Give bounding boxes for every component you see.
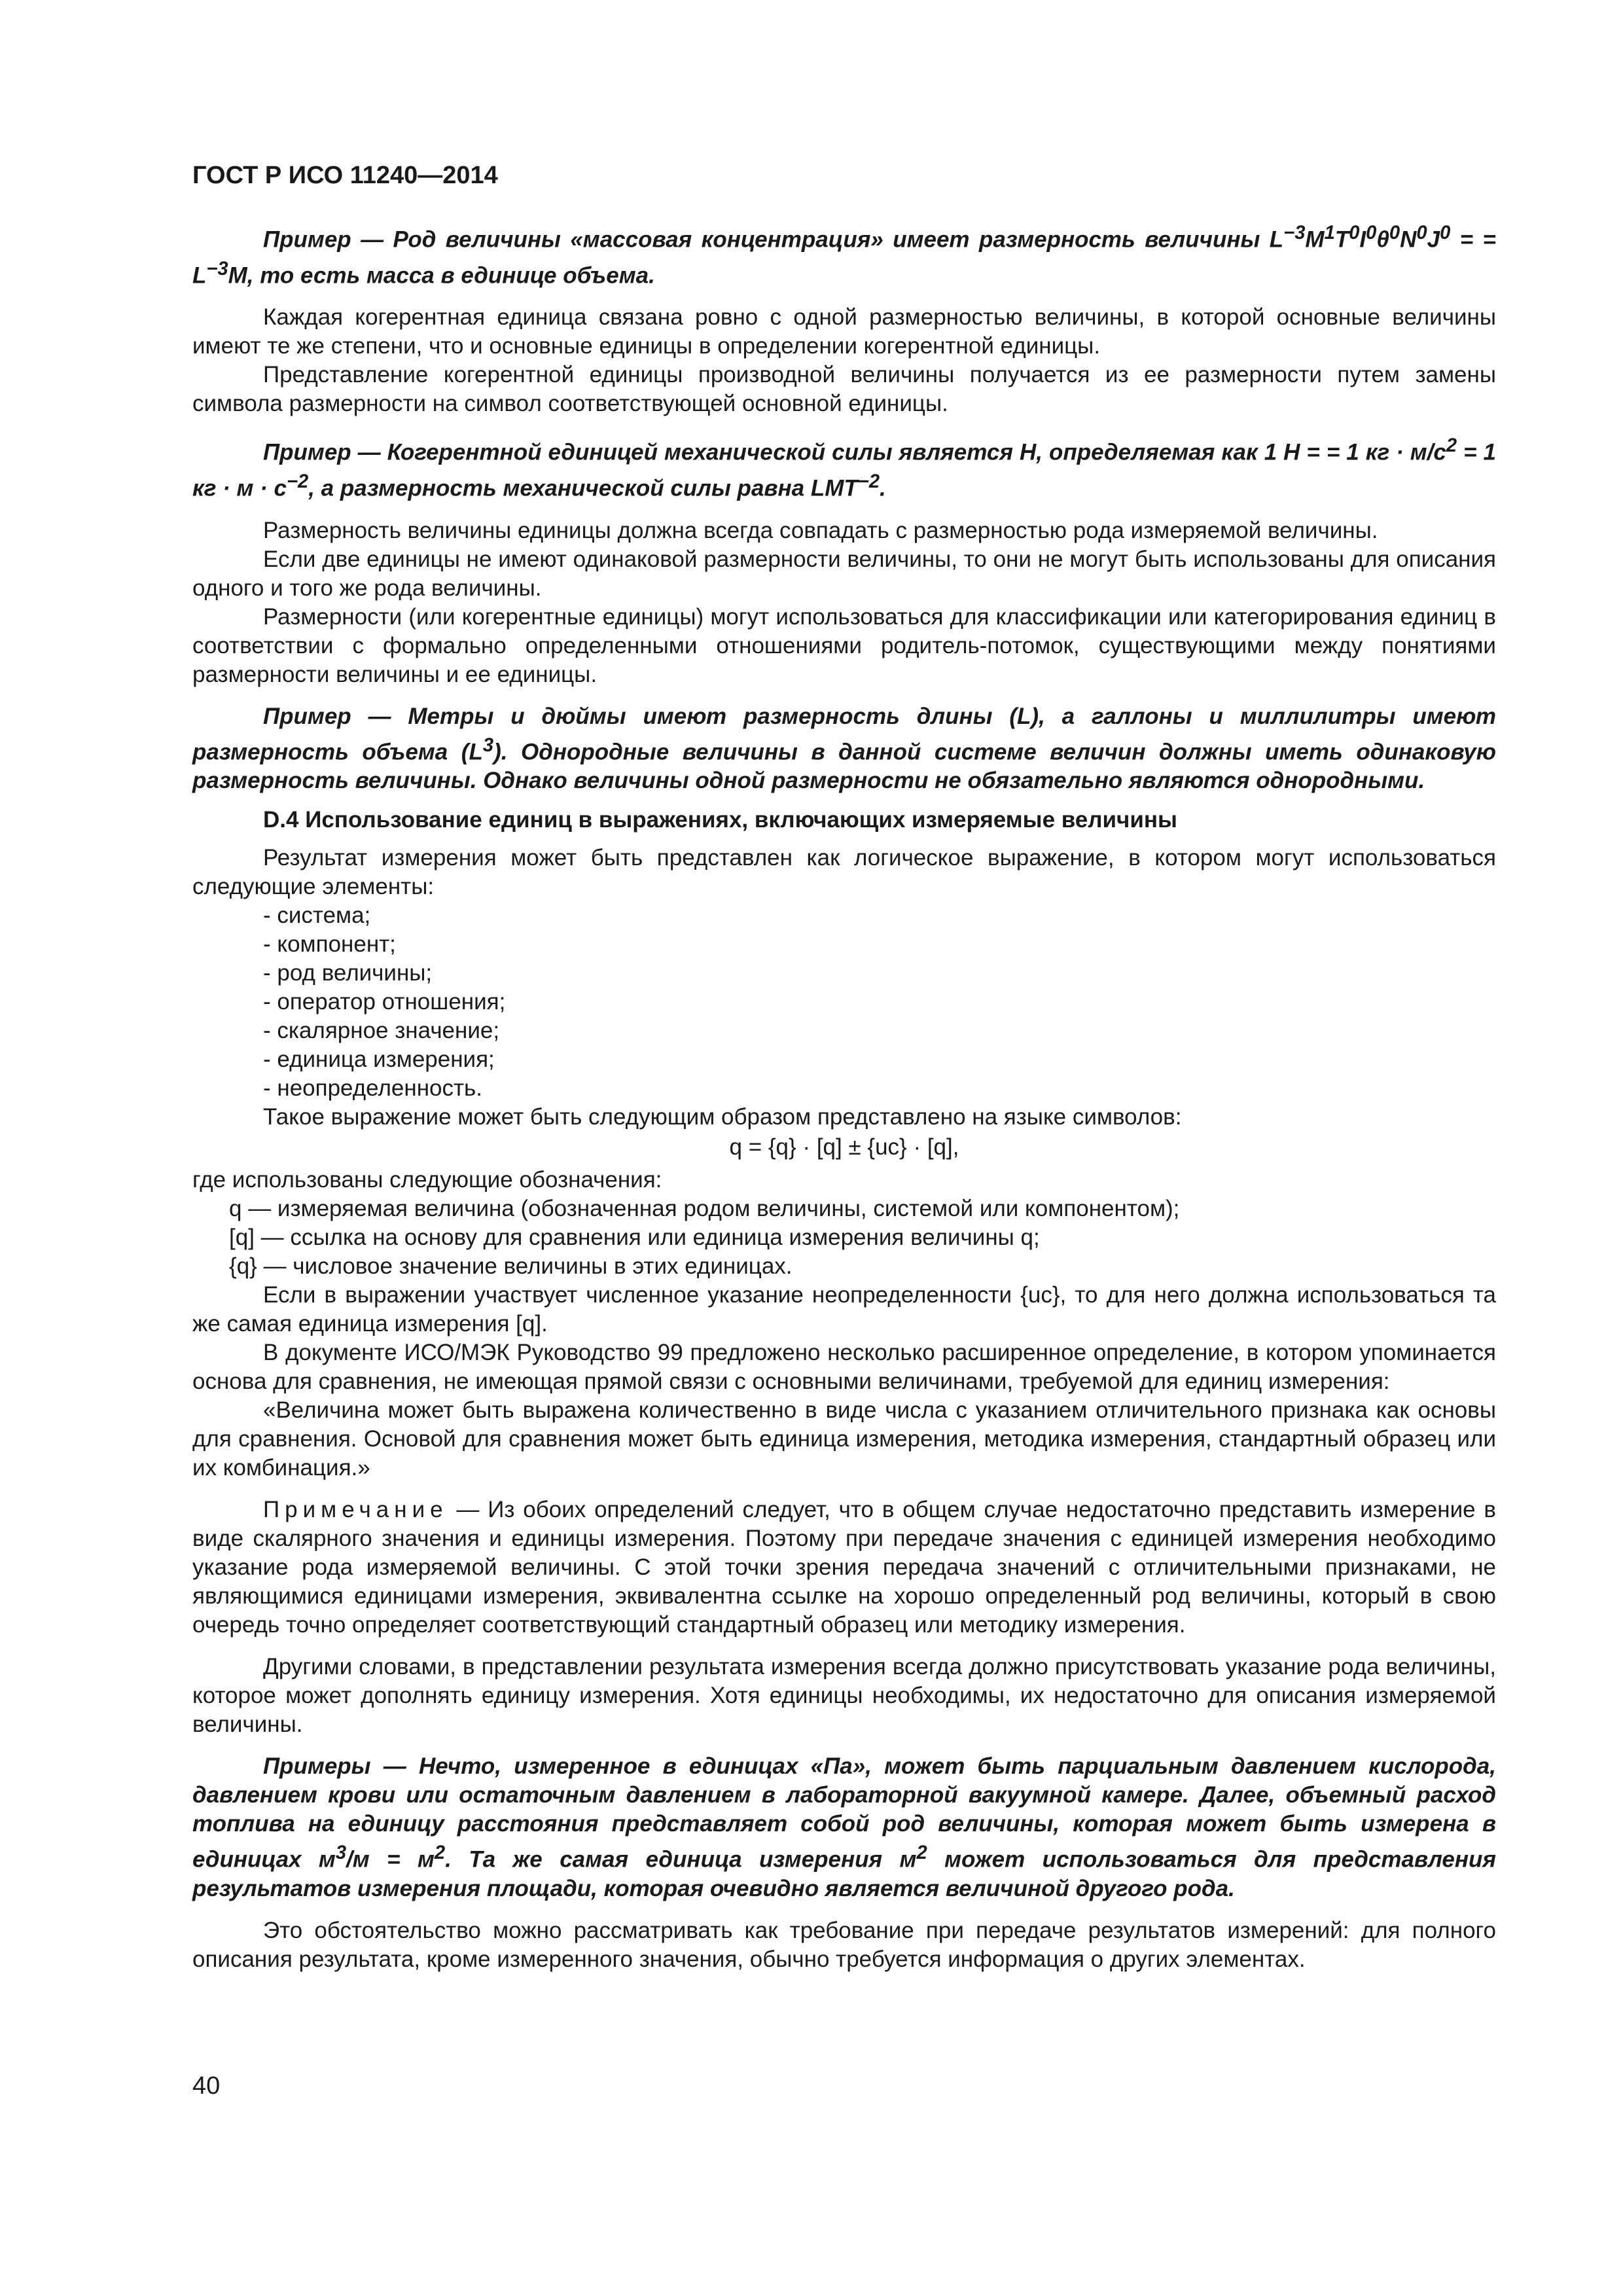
elements-list <box>192 901 1496 1103</box>
paragraph: Это обстоятельство можно рассматривать как требование при передаче результатов измерений: для полного описания результата, кроме измеренного значения, обычно требуется информация о других элементах. <box>192 1917 1496 1972</box>
example-mass-concentration: Пример — Род величины «массовая концентрация» имеет размерность величины $L^{-3}M^1T^0I^0\theta^0N^0J^0$ = = $L^{-3}M$, то есть масса в единице объема. <box>192 223 1497 289</box>
list-item: - неопределенность. <box>263 1075 482 1102</box>
paragraph: где использованы следующие обозначения: <box>192 1167 662 1193</box>
list-item: - оператор отношения; <box>263 989 506 1015</box>
page-number: 40 <box>192 2072 221 2100</box>
paragraph: Другими словами, в представлении результата измерения всегда должно присутствовать указание рода величины, которое может дополнять единицу измерения. Хотя единицы необходимы, их недостаточно для описания измеряемой величины. <box>192 1654 1496 1738</box>
document-header: ГОСТ Р ИСО 11240—2014 <box>192 162 498 189</box>
definition-item: [q] — ссылка на основу для сравнения или единица измерения величины q; <box>229 1225 1040 1251</box>
definitions-list <box>192 1194 1496 1281</box>
paragraph: Размерности (или когерентные единицы) могут использоваться для классификации или категорирования единиц в соответствии с формально определенными отношениями родитель-потомок, существующими между понятиями размерности величины и ее единицы. <box>192 603 1496 687</box>
definition-item: q — измеряемая величина (обозначенная родом величины, системой или компонентом); <box>229 1196 1180 1222</box>
section-heading-d4: D.4 Использование единиц в выражениях, включающих измеряемые величины <box>263 807 1177 833</box>
example-length-volume: Пример — Метры и дюймы имеют размерность длины (L), а галлоны и миллилитры имеют размерность объема $(L^3)$. Однородные величины в данной системе величин должны иметь одинаковую размерность величины. Однако величины одной размерности не обязательно являются однородными. <box>192 703 1496 794</box>
paragraph: Если две единицы не имеют одинаковой размерности величины, то они не могут быть использованы для описания одного и того же рода величины. <box>192 546 1496 601</box>
paragraph: Если в выражении участвует численное указание неопределенности {uc}, то для него должна использоваться та же самая единица измерения [q]. <box>192 1282 1496 1337</box>
paragraph: Представление когерентной единицы производной величины получается из ее размерности путем замены символа размерности на символ соответствующей основной единицы. <box>192 362 1496 417</box>
paragraph: В документе ИСО/МЭК Руководство 99 предложено несколько расширенное определение, в котором упоминается основа для сравнения, не имеющая прямой связи с основными величинами, требуемой для единиц измерения: <box>192 1340 1496 1395</box>
paragraph: Результат измерения может быть представлен как логическое выражение, в котором могут использоваться следующие элементы: <box>192 845 1496 900</box>
document-page <box>192 160 1496 1974</box>
example-pascal: Примеры — Нечто, измеренное в единицах «Па», может быть парциальным давлением кислорода, давлением крови или остаточным давлением в лабораторной вакуумной камере. Далее, объемный расход топлива на единицу расстояния представляет собой род величины, которая может быть измерена в единицах $м^3/м = м^2$. Та же самая единица измерения $м^2$ может использоваться для представления результатов измерения площади, которая очевидно является величиной другого рода. <box>192 1753 1497 1901</box>
list-item: - компонент; <box>263 931 396 958</box>
list-item: - род величины; <box>263 960 433 986</box>
quotation: «Величина может быть выражена количественно в виде числа с указанием отличительного признака как основы для сравнения. Основой для сравнения может быть единица измерения, методика измерения, стандартный образец или их комбинация.» <box>192 1397 1496 1481</box>
formula: q = {q} · [q] ± {uc} · [q], <box>729 1134 959 1160</box>
paragraph: Такое выражение может быть следующим образом представлено на языке символов: <box>263 1104 1182 1130</box>
list-item: - скалярное значение; <box>263 1018 500 1044</box>
example-force-unit: Пример — Когерентной единицей механической силы является Н, определяемая как 1 Н = = 1 кг · $м/с^2 = 1$ кг · $м \cdot с^{-2}$, а размерность механической силы равна $LMT^{-2}$. <box>192 435 1496 501</box>
note: Примечание — Из обоих определений следует, что в общем случае недостаточно представить измерение в виде скалярного значения и единицы измерения. Поэтому при передаче значения с единицей измерения необходимо указание рода измеряемой величины. С этой точки зрения передача значений с отличительными признаками, не являющимися единицами измерения, эквивалентна ссылке на хорошо определенный род величины, который в свою очередь точно определяет соответствующий стандартный образец или методику измерения. <box>192 1497 1496 1638</box>
note-label: Примечание <box>263 1497 448 1523</box>
list-item: - система; <box>263 903 371 929</box>
paragraph: Каждая когерентная единица связана ровно с одной размерностью величины, в которой основные величины имеют те же степени, что и основные единицы в определении когерентной единицы. <box>192 304 1496 359</box>
definition-item: {q} — числовое значение величины в этих единицах. <box>229 1253 793 1280</box>
list-item: - единица измерения; <box>263 1047 495 1073</box>
paragraph: Размерность величины единицы должна всегда совпадать с размерностью рода измеряемой величины. <box>263 517 1378 543</box>
